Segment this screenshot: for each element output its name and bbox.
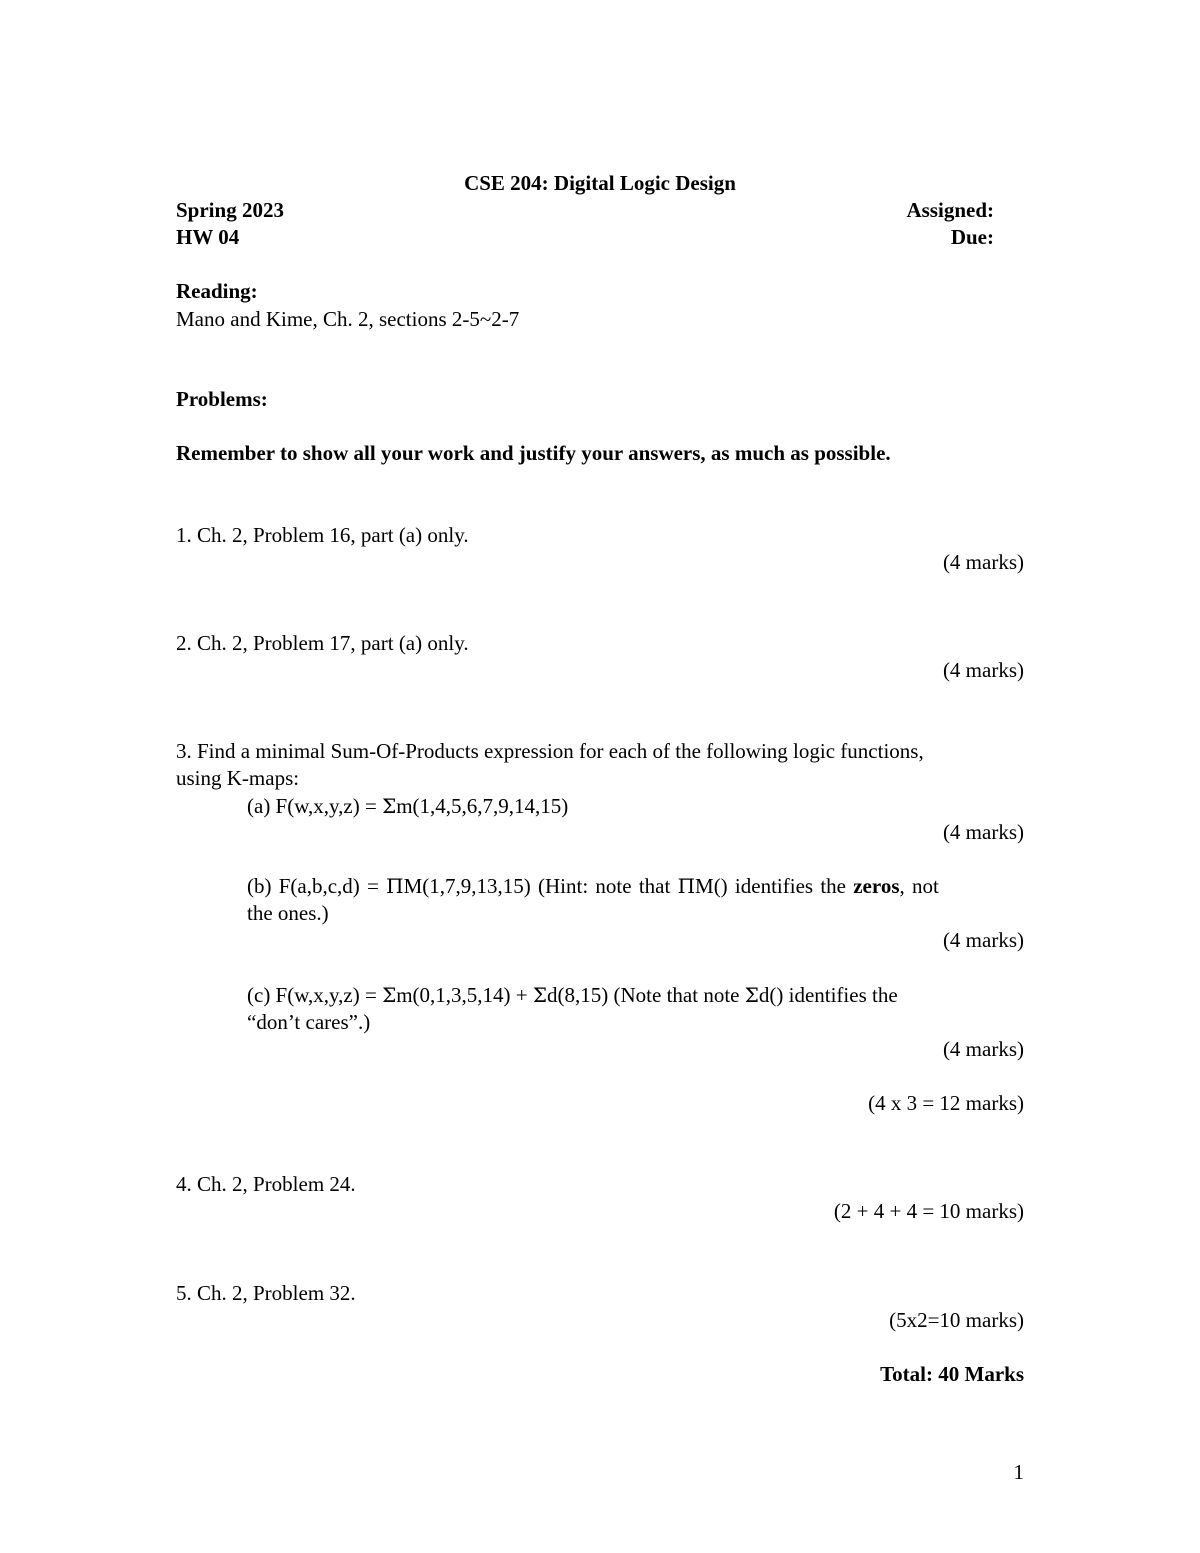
total-marks: Total: 40 Marks xyxy=(880,1362,1024,1386)
pi-symbol: Π xyxy=(386,874,404,898)
problem-3c-mid: m(0,1,3,5,14) + xyxy=(396,983,533,1007)
problem-3b-emphasis: zeros xyxy=(853,874,900,898)
problem-3b-marks: (4 marks) xyxy=(942,928,1024,952)
problem-4-marks: (2 + 4 + 4 = 10 marks) xyxy=(833,1199,1024,1223)
problem-2-text: 2. Ch. 2, Problem 17, part (a) only. xyxy=(176,631,469,655)
due-label: Due: xyxy=(950,225,994,249)
problem-3b-text xyxy=(247,876,939,897)
problem-3b-line-2: the ones.) xyxy=(247,901,329,925)
problems-heading: Problems: xyxy=(176,387,268,411)
problem-3b-mid: M(1,7,9,13,15) (Hint: note that xyxy=(403,874,678,898)
sigma-symbol: Σ xyxy=(382,794,397,818)
problem-3c-mid2: d(8,15) (Note that note xyxy=(547,983,745,1007)
problem-1-marks: (4 marks) xyxy=(942,550,1024,574)
problem-3a-prefix: (a) F(w,x,y,z) = xyxy=(247,794,383,818)
problem-3c-text xyxy=(247,985,898,1006)
problem-3b-mid2: M() identifies the xyxy=(695,874,854,898)
problem-5-text: 5. Ch. 2, Problem 32. xyxy=(176,1281,356,1305)
sigma-symbol: Σ xyxy=(532,983,548,1007)
problem-2-marks: (4 marks) xyxy=(942,658,1024,682)
problem-1-text: 1. Ch. 2, Problem 16, part (a) only. xyxy=(176,523,469,547)
problem-3c-prefix: (c) F(w,x,y,z) = xyxy=(247,983,383,1007)
problem-3b-prefix: (b) F(a,b,c,d) = xyxy=(247,874,387,898)
problem-3a-text xyxy=(247,796,568,817)
semester: Spring 2023 xyxy=(176,198,284,222)
problem-3a-marks: (4 marks) xyxy=(942,820,1024,844)
course-title: CSE 204: Digital Logic Design xyxy=(464,171,736,195)
reading-heading: Reading: xyxy=(176,279,258,303)
problem-4-text: 4. Ch. 2, Problem 24. xyxy=(176,1172,356,1196)
reminder-text: Remember to show all your work and justify your answers, as much as possible. xyxy=(176,441,891,465)
hw-number: HW 04 xyxy=(176,225,240,249)
problem-3c-marks: (4 marks) xyxy=(942,1037,1024,1061)
problem-3a-rest: m(1,4,5,6,7,9,14,15) xyxy=(396,794,569,818)
page-number: 1 xyxy=(1013,1460,1024,1484)
problem-3-line-1: 3. Find a minimal Sum-Of-Products expression for each of the following logic functions, xyxy=(176,739,924,763)
assigned-label: Assigned: xyxy=(906,198,994,222)
problem-3b-tail: , not xyxy=(899,874,939,898)
sigma-symbol: Σ xyxy=(744,983,759,1007)
problem-5-marks: (5x2=10 marks) xyxy=(889,1308,1024,1332)
problem-3-total-marks: (4 x 3 = 12 marks) xyxy=(868,1091,1024,1115)
problem-3c-tail: d() identifies the xyxy=(758,983,898,1007)
sigma-symbol: Σ xyxy=(382,983,397,1007)
pi-symbol: Π xyxy=(677,874,696,898)
reading-text: Mano and Kime, Ch. 2, sections 2-5~2-7 xyxy=(176,307,520,331)
problem-3c-line-2: “don’t cares”.) xyxy=(247,1010,371,1034)
problem-3-line-2: using K-maps: xyxy=(176,766,300,790)
